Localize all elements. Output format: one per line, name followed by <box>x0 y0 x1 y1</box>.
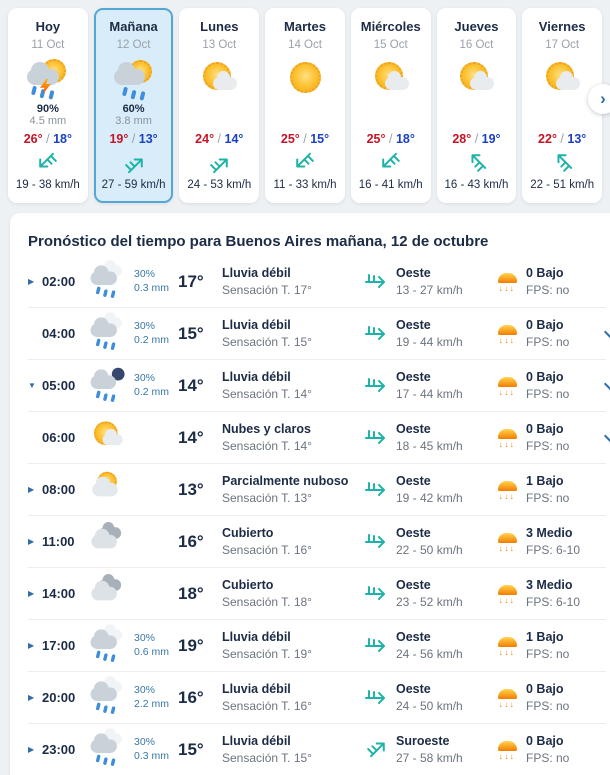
wind-speed: 22 - 50 km/h <box>396 542 463 557</box>
day-name: Lunes <box>200 19 239 34</box>
temperature: 18° <box>178 583 204 603</box>
feels-like-label: Sensación T. 15° <box>222 750 312 765</box>
day-date: 13 Oct <box>202 39 237 51</box>
uv-icon <box>496 689 518 709</box>
temperature: 15° <box>178 323 204 343</box>
wind-direction-label: Oeste <box>396 473 431 488</box>
uv-index-label: 3 Medio <box>526 577 573 592</box>
uv-icon <box>496 377 518 397</box>
uv-fps-label: FPS: no <box>526 386 570 401</box>
precip-probability: 30% <box>134 371 156 384</box>
feels-like-label: Sensación T. 19° <box>222 646 312 661</box>
precip-probability: 30% <box>134 683 156 696</box>
uv-index-label: 0 Bajo <box>526 369 564 384</box>
uv-icon <box>496 637 518 657</box>
day-date: 17 Oct <box>545 39 580 51</box>
uv-icon <box>496 585 518 605</box>
condition-label: Lluvia débil <box>222 681 291 696</box>
uv-index-label: 1 Bajo <box>526 473 564 488</box>
uv-fps-label: FPS: no <box>526 282 570 297</box>
feels-like-label: Sensación T. 16° <box>222 542 312 557</box>
precip-probability: 60% <box>122 102 145 115</box>
rain-moon-icon <box>88 367 127 399</box>
day-card-lunes[interactable] <box>179 8 259 203</box>
wind-range: 27 - 59 km/h <box>101 179 166 192</box>
wind-direction-icon <box>364 527 388 551</box>
uv-fps-label: FPS: no <box>526 646 570 661</box>
expand-marker-icon <box>28 642 37 650</box>
wind-range: 22 - 51 km/h <box>530 179 595 192</box>
hour-label: 20:00 <box>42 690 76 705</box>
uv-fps-label: FPS: no <box>526 750 570 765</box>
chevron-down-icon[interactable] <box>604 376 610 390</box>
temp-min: 19° <box>481 132 501 147</box>
sun-cloud-icon <box>539 59 585 97</box>
temp-separator: / <box>214 132 225 147</box>
sun-icon <box>282 59 328 97</box>
wind-range: 16 - 41 km/h <box>358 179 423 192</box>
hour-label: 02:00 <box>42 274 76 289</box>
rain-sun-icon <box>111 59 157 97</box>
temp-separator: / <box>299 132 311 147</box>
precip-probability: 90% <box>36 102 59 115</box>
rain-icon <box>88 627 127 659</box>
uv-index-label: 0 Bajo <box>526 317 564 332</box>
wind-direction-label: Oeste <box>396 577 431 592</box>
expand-marker-icon <box>28 382 37 390</box>
wind-direction-label: Oeste <box>396 629 431 644</box>
chevron-right-icon: › <box>600 89 606 108</box>
precip-probability: 30% <box>134 267 156 280</box>
sun-cloud-icon <box>88 419 127 451</box>
cloudy-icon <box>88 523 127 555</box>
wind-speed: 24 - 50 km/h <box>396 698 463 713</box>
wind-direction-label: Oeste <box>396 369 431 384</box>
precip-amount: 0.6 mm <box>134 645 170 658</box>
feels-like-label: Sensación T. 16° <box>222 698 312 713</box>
wind-direction-icon <box>364 267 388 291</box>
temperature: 14° <box>178 375 204 395</box>
wind-direction-icon <box>364 683 388 707</box>
condition-label: Lluvia débil <box>222 733 291 748</box>
sun-cloud-icon <box>368 59 414 97</box>
day-card-manana-selected[interactable] <box>94 8 174 203</box>
wind-speed: 13 - 27 km/h <box>396 282 463 297</box>
day-name: Miércoles <box>360 19 421 34</box>
precip-amount: 0.2 mm <box>134 333 170 346</box>
wind-direction-label: Suroeste <box>396 733 450 748</box>
hour-label: 17:00 <box>42 638 76 653</box>
feels-like-label: Sensación T. 14° <box>222 386 312 401</box>
precip-amount: 3.8 mm <box>115 115 152 128</box>
cloudy-icon <box>88 575 127 607</box>
hourly-row-1400[interactable] <box>28 568 606 620</box>
precip-amount: 4.5 mm <box>29 115 67 128</box>
hour-label: 04:00 <box>42 326 76 341</box>
wind-direction-icon <box>364 423 388 447</box>
temp-max: 22° <box>538 132 557 147</box>
sun-cloud-icon <box>196 59 242 97</box>
rain-icon <box>88 679 127 711</box>
wind-range: 16 - 43 km/h <box>444 179 509 192</box>
sun-cloud-icon <box>88 471 127 503</box>
wind-range: 24 - 53 km/h <box>187 179 252 192</box>
temp-min: 13° <box>138 132 158 147</box>
hourly-row-2000[interactable] <box>28 672 606 724</box>
wind-speed: 18 - 45 km/h <box>396 438 463 453</box>
day-card-miercoles[interactable] <box>351 8 431 203</box>
condition-label: Cubierto <box>222 577 274 592</box>
hour-label: 14:00 <box>42 586 76 601</box>
next-days-button[interactable] <box>588 84 610 114</box>
precip-probability: 30% <box>134 319 156 332</box>
condition-label: Lluvia débil <box>222 369 291 384</box>
temperature: 16° <box>178 531 204 551</box>
uv-icon <box>496 533 518 553</box>
wind-direction-icon <box>379 151 403 175</box>
wind-direction-label: Oeste <box>396 265 431 280</box>
uv-icon <box>496 429 518 449</box>
expand-marker-icon <box>28 486 37 494</box>
uv-index-label: 3 Medio <box>526 525 573 540</box>
wind-speed: 24 - 56 km/h <box>396 646 463 661</box>
temp-max: 26° <box>23 132 43 147</box>
wind-direction-icon <box>364 631 388 655</box>
precip-probability: 30% <box>134 631 156 644</box>
temp-min: 15° <box>310 132 330 147</box>
wind-direction-icon <box>464 151 488 175</box>
condition-label: Lluvia débil <box>222 265 291 280</box>
sun-cloud-icon <box>453 59 499 97</box>
wind-direction-icon <box>364 319 388 343</box>
wind-range: 19 - 38 km/h <box>15 179 80 192</box>
wind-speed: 17 - 44 km/h <box>396 386 463 401</box>
uv-fps-label: FPS: 6-10 <box>526 594 581 609</box>
temp-separator: / <box>128 132 139 147</box>
precip-amount: 2.2 mm <box>134 697 170 710</box>
wind-direction-label: Oeste <box>396 317 431 332</box>
precip-amount: 0.3 mm <box>134 281 170 294</box>
wind-direction-icon <box>207 151 231 175</box>
wind-direction-label: Oeste <box>396 421 431 436</box>
temperature: 15° <box>178 739 204 759</box>
temperature: 13° <box>178 479 204 499</box>
rain-icon <box>88 315 127 347</box>
hourly-row-2300[interactable] <box>28 724 606 775</box>
temp-separator: / <box>42 132 54 147</box>
uv-fps-label: FPS: no <box>526 698 570 713</box>
uv-index-label: 0 Bajo <box>526 681 564 696</box>
rain-icon <box>88 263 127 295</box>
day-card-jueves[interactable] <box>437 8 517 203</box>
temp-separator: / <box>471 132 482 147</box>
precip-probability: 30% <box>134 735 156 748</box>
feels-like-label: Sensación T. 17° <box>222 282 312 297</box>
temp-separator: / <box>385 132 396 147</box>
uv-fps-label: FPS: 6-10 <box>526 542 581 557</box>
hourly-row-1100[interactable] <box>28 516 606 568</box>
hour-label: 08:00 <box>42 482 76 497</box>
page-title: Pronóstico del tiempo para Buenos Aires mañana, 12 de octubre <box>28 233 489 250</box>
precip-amount: 0.2 mm <box>134 385 170 398</box>
wind-direction-label: Oeste <box>396 525 431 540</box>
condition-label: Parcialmente nuboso <box>222 473 349 488</box>
temp-max: 24° <box>195 132 215 147</box>
hourly-row-0500[interactable] <box>28 360 606 412</box>
temp-min: 14° <box>224 132 244 147</box>
wind-direction-icon <box>293 151 317 175</box>
wind-speed: 19 - 44 km/h <box>396 334 463 349</box>
wind-speed: 27 - 58 km/h <box>396 750 463 765</box>
day-name: Martes <box>284 19 326 34</box>
day-card-hoy[interactable] <box>8 8 88 203</box>
expand-marker-icon <box>28 590 37 598</box>
temp-max: 25° <box>366 132 386 147</box>
precip-amount: 0.3 mm <box>134 749 170 762</box>
condition-label: Cubierto <box>222 525 274 540</box>
expand-marker-icon <box>28 278 37 286</box>
wind-direction-icon <box>364 735 388 759</box>
feels-like-label: Sensación T. 18° <box>222 594 312 609</box>
uv-fps-label: FPS: no <box>526 438 570 453</box>
wind-direction-icon <box>364 371 388 395</box>
wind-range: 11 - 33 km/h <box>273 179 337 192</box>
rain-icon <box>88 731 127 763</box>
temp-min: 13° <box>567 132 587 147</box>
wind-direction-icon <box>550 151 574 175</box>
uv-index-label: 0 Bajo <box>526 421 564 436</box>
condition-label: Lluvia débil <box>222 629 291 644</box>
day-name: Viernes <box>538 19 586 34</box>
day-name: Jueves <box>454 19 499 34</box>
uv-fps-label: FPS: no <box>526 334 570 349</box>
hour-label: 23:00 <box>42 742 76 757</box>
day-card-martes[interactable] <box>265 8 345 203</box>
condition-label: Nubes y claros <box>222 421 311 436</box>
hourly-row-0200[interactable] <box>28 256 606 308</box>
expand-marker-icon <box>28 746 37 754</box>
hour-label: 06:00 <box>42 430 76 445</box>
wind-direction-icon <box>364 579 388 603</box>
uv-index-label: 1 Bajo <box>526 629 564 644</box>
temperature: 19° <box>178 635 204 655</box>
wind-speed: 23 - 52 km/h <box>396 594 463 609</box>
condition-label: Lluvia débil <box>222 317 291 332</box>
day-name: Hoy <box>35 19 61 34</box>
temperature: 16° <box>178 687 204 707</box>
temp-min: 18° <box>53 132 72 147</box>
temp-max: 19° <box>109 132 129 147</box>
day-date: 16 Oct <box>459 39 494 51</box>
expand-marker-icon <box>28 694 37 702</box>
hourly-row-1700[interactable] <box>28 620 606 672</box>
temp-separator: / <box>556 132 568 147</box>
hourly-row-0600[interactable] <box>28 412 606 464</box>
day-date: 14 Oct <box>288 39 322 51</box>
feels-like-label: Sensación T. 13° <box>222 490 312 505</box>
chevron-down-icon[interactable] <box>604 428 610 442</box>
temp-max: 28° <box>452 132 472 147</box>
day-date: 12 Oct <box>116 39 151 51</box>
feels-like-label: Sensación T. 15° <box>222 334 312 349</box>
day-name: Mañana <box>109 19 158 34</box>
expand-marker-icon <box>28 538 37 546</box>
hourly-forecast-panel <box>10 213 610 775</box>
uv-icon <box>496 325 518 345</box>
uv-icon <box>496 273 518 293</box>
uv-index-label: 0 Bajo <box>526 265 564 280</box>
wind-direction-icon <box>122 151 146 175</box>
temperature: 17° <box>178 271 204 291</box>
wind-speed: 19 - 42 km/h <box>396 490 463 505</box>
storm-icon <box>25 59 71 97</box>
wind-direction-icon <box>36 151 60 175</box>
uv-fps-label: FPS: no <box>526 490 570 505</box>
uv-icon <box>496 741 518 761</box>
wind-direction-label: Oeste <box>396 681 431 696</box>
temp-max: 25° <box>280 132 300 147</box>
temperature: 14° <box>178 427 204 447</box>
chevron-down-icon[interactable] <box>604 324 610 338</box>
hourly-row-0800[interactable] <box>28 464 606 516</box>
wind-direction-icon <box>364 475 388 499</box>
temp-min: 18° <box>395 132 415 147</box>
feels-like-label: Sensación T. 14° <box>222 438 312 453</box>
uv-index-label: 0 Bajo <box>526 733 564 748</box>
hour-label: 05:00 <box>42 378 76 393</box>
day-date: 11 Oct <box>31 39 65 51</box>
uv-icon <box>496 481 518 501</box>
hour-label: 11:00 <box>42 534 75 549</box>
hourly-row-0400[interactable] <box>28 308 606 360</box>
day-date: 15 Oct <box>373 39 408 51</box>
forecast-day-strip <box>0 0 610 203</box>
